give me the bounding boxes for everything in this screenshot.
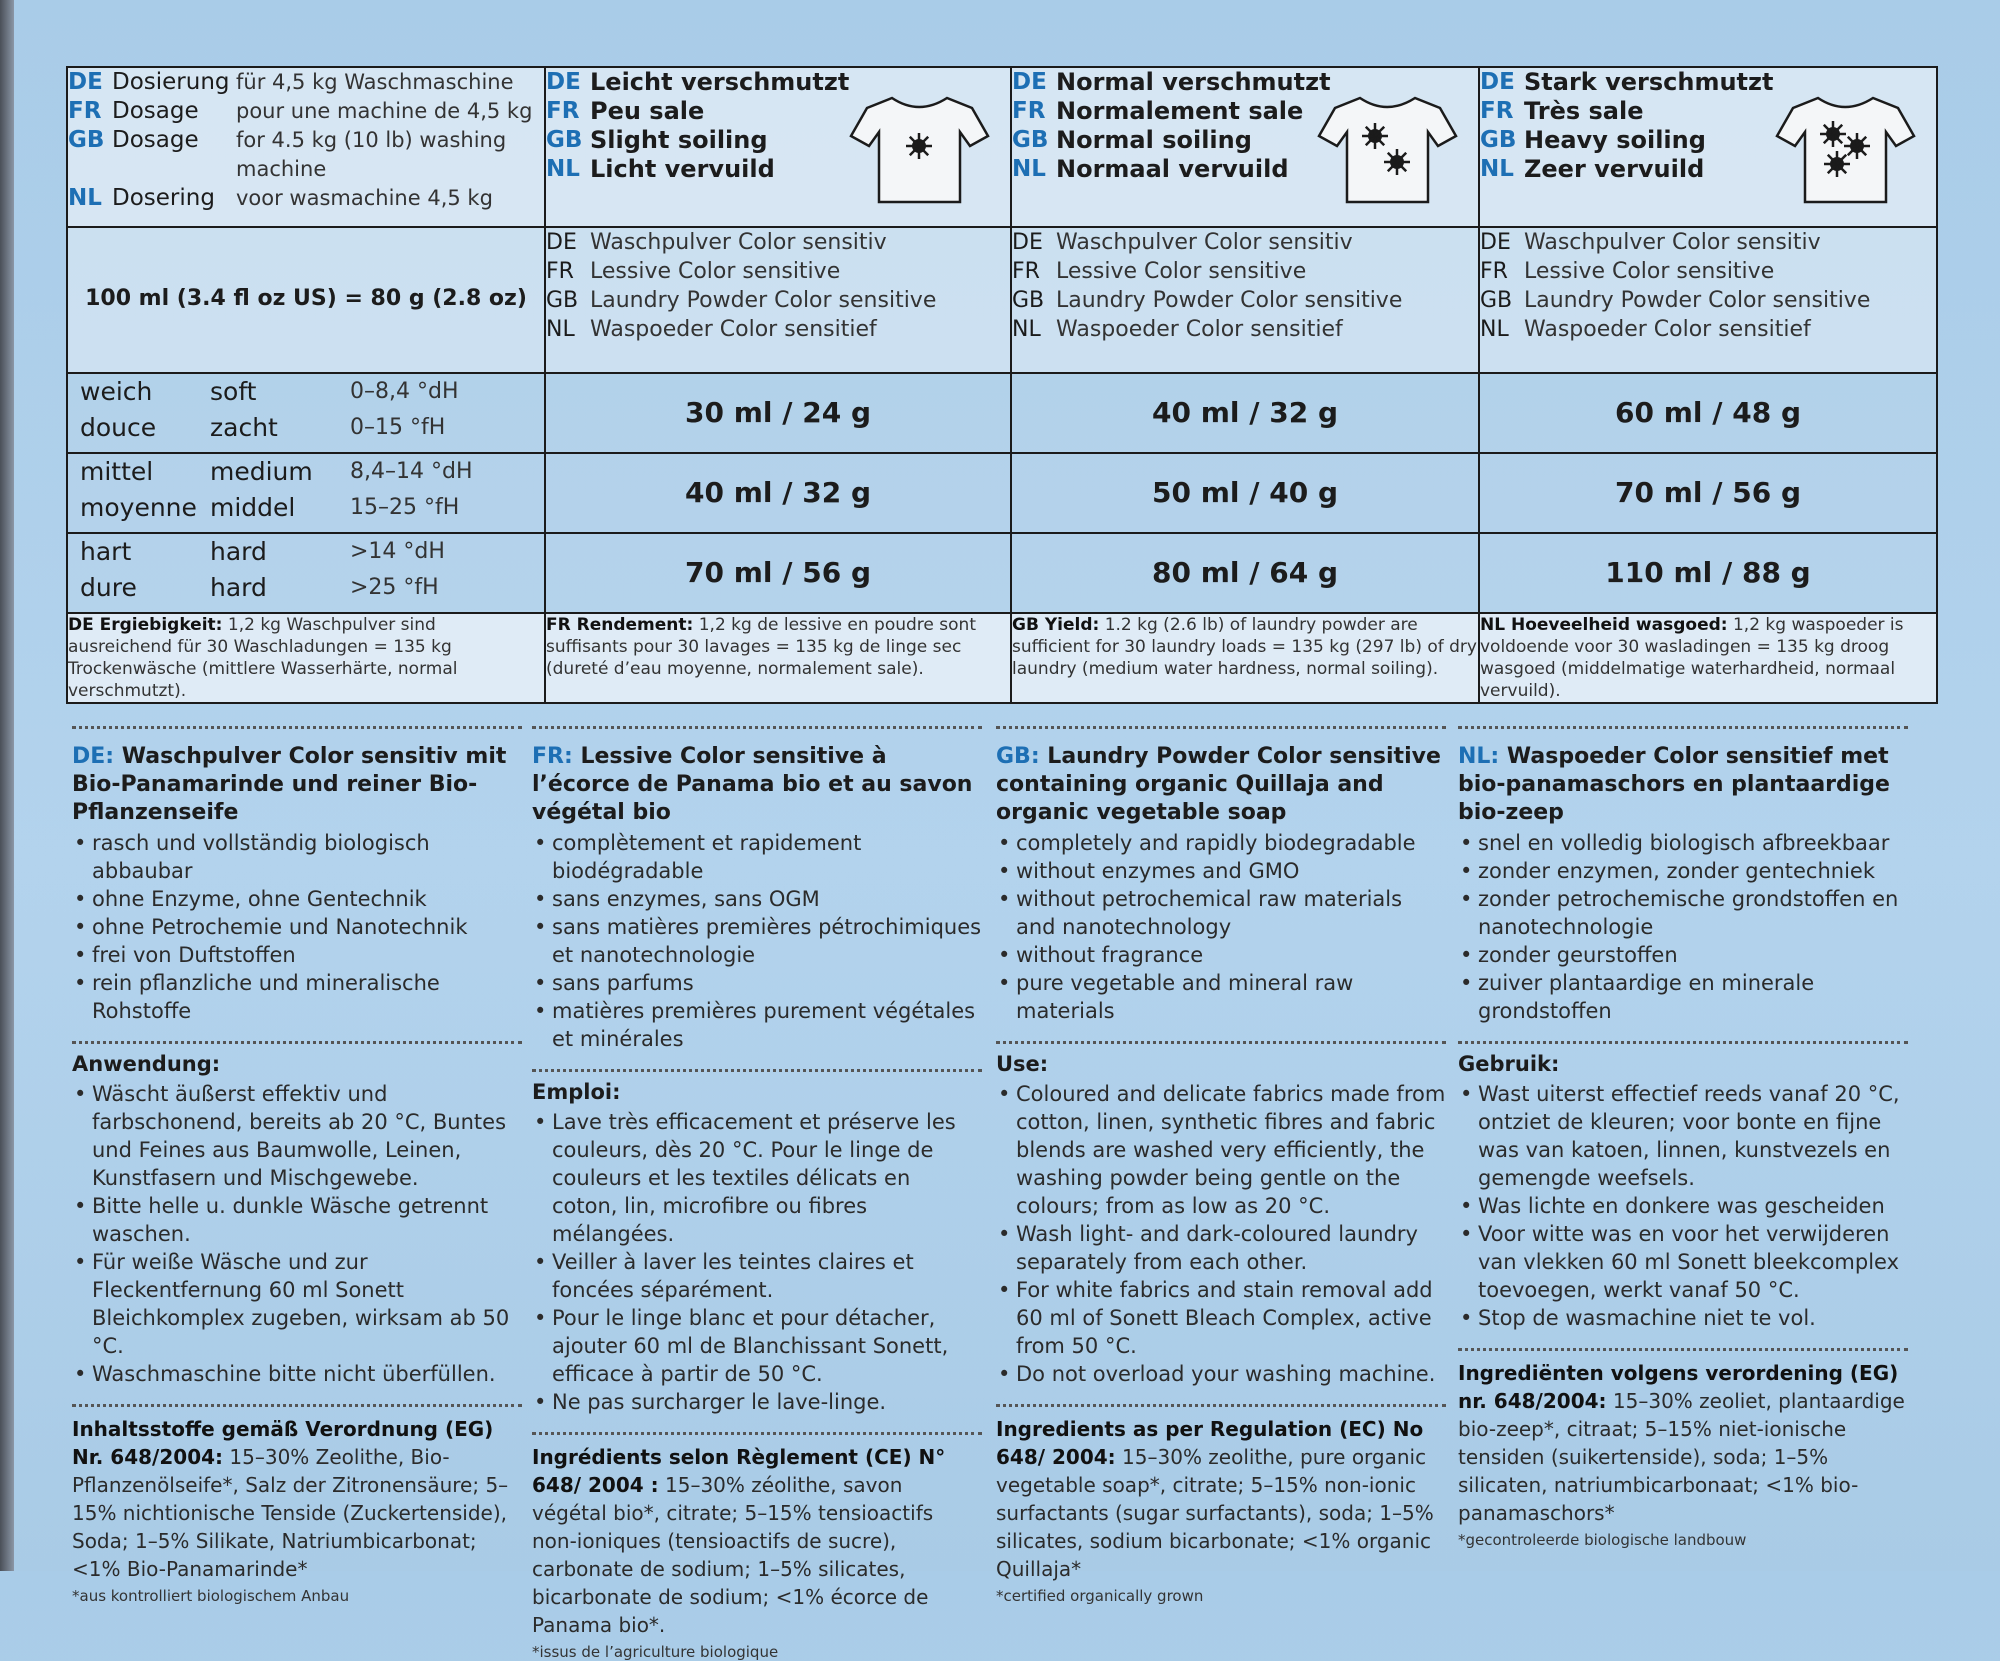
feature-item: • zonder enzymen, zonder gentechniek (1458, 857, 1908, 885)
lang-code: GB: (996, 744, 1040, 769)
dotted-divider (72, 726, 522, 729)
hardness-range: 15–25 °fH (350, 495, 460, 520)
ingredients-section (72, 1404, 522, 1605)
product-name-line (1480, 315, 1936, 344)
column-title (1458, 743, 1908, 827)
hardness-cell (67, 373, 545, 453)
hardness-term: weich (80, 377, 153, 406)
product-name-text: Waschpulver Color sensitiv (1524, 230, 1821, 255)
yield-note-gb: GB Yield: 1.2 kg (2.6 lb) of laundry powder are sufficient for 30 laundry loads = 135 kg (297 lb) of dry laundry (medium water hardness, normal soiling). (1011, 613, 1479, 703)
ingredients-list: 15–30% zeoliet, plantaardige bio-zeep*, citraat; 5–15% niet-ionische tensiden (suikertenside), soda; 1–5% silicaten, natriumbicarbonaat; <1% bio-panamaschors* (1458, 1389, 1905, 1525)
ingredients-text (1458, 1359, 1908, 1527)
dose-cell (1011, 373, 1479, 453)
feature-item: • without enzymes and GMO (996, 857, 1446, 885)
product-name-line (1480, 286, 1936, 315)
product-name-cell (545, 227, 1011, 373)
feature-item: • ohne Enzyme, ohne Gentechnik (72, 885, 522, 913)
title-text: Lessive Color sensitive à l’écorce de Panama bio et au savon végétal bio (532, 744, 973, 825)
feature-item: • without petrochemical raw materials and nanotechnology (996, 885, 1446, 941)
soiling-text: Licht vervuild (590, 155, 775, 183)
language-column-fr (532, 726, 982, 1661)
dose-cell (1011, 533, 1479, 613)
feature-item: • sans matières premières pétrochimiques et nanotechnologie (532, 913, 982, 969)
feature-item: • zonder petrochemische grondstoffen en nanotechnologie (1458, 885, 1908, 941)
product-name-text: Waspoeder Color sensitief (590, 317, 877, 342)
product-name-text: Waspoeder Color sensitief (1524, 317, 1811, 342)
product-name-line (1480, 228, 1936, 257)
lang-code: FR (546, 98, 580, 124)
usage-item: • Voor witte was en voor het verwijderen van vlekken 60 ml Sonett bleekcomplex toevoegen, werkt vanaf 50 °C. (1458, 1220, 1908, 1304)
title-text: Waspoeder Color sensitief met bio-panamaschors en plantaardige bio-zeep (1458, 744, 1890, 825)
dose-cell (1011, 453, 1479, 533)
hardness-range: 8,4–14 °dH (350, 459, 473, 484)
ingredients-label: Ingredients as per Regulation (EC) No 648/ 2004: (996, 1417, 1424, 1469)
lang-code: DE (1012, 230, 1043, 255)
feature-item: • rasch und vollständig biologisch abbaubar (72, 829, 522, 885)
usage-item: • Coloured and delicate fabrics made from cotton, linen, synthetic fibres and fabric blends are washed very efficiently, the washing powder being gentle on the colours; from as low as 20 °C. (996, 1080, 1446, 1220)
lang-code: FR (1480, 98, 1514, 124)
product-name-line (546, 286, 1010, 315)
usage-heading: Gebruik: (1458, 1052, 1560, 1076)
usage-item: • Stop de wasmachine niet te vol. (1458, 1304, 1908, 1332)
hardness-term: moyenne (80, 493, 197, 522)
lang-code: FR: (532, 744, 573, 769)
usage-list (532, 1108, 982, 1416)
hardness-term: hart (80, 537, 132, 566)
dosage-label: Dosage (112, 127, 199, 153)
hardness-range: 0–15 °fH (350, 415, 446, 440)
ingredients-list: 15–30% Zeolithe, Bio-Pflanzenölseife*, Salz der Zitronensäure; 5–15% nichtionische Tenside (Zuckertenside), Soda; 1–5% Silikate, Natriumbicarbonat; <1% Bio-Panamarinde* (72, 1445, 509, 1581)
soiling-light-cell (545, 67, 1011, 227)
dotted-divider (996, 726, 1446, 729)
title-text: Laundry Powder Color sensitive containing organic Quillaja and organic vegetable soap (996, 744, 1441, 825)
product-name-text: Lessive Color sensitive (590, 259, 841, 284)
lang-code: NL: (1458, 744, 1500, 769)
column-title (996, 743, 1446, 827)
feature-item: • sans enzymes, sans OGM (532, 885, 982, 913)
dose-value: 40 ml / 32 g (1152, 396, 1338, 429)
product-name-cell (1479, 227, 1937, 373)
lang-code: GB (1012, 127, 1049, 153)
feature-item: • zonder geurstoffen (1458, 941, 1908, 969)
organic-footnote: *gecontroleerde biologische landbouw (1458, 1531, 1747, 1549)
lang-code: FR (68, 98, 102, 124)
dotted-divider (1458, 726, 1908, 729)
dotted-divider (996, 1404, 1446, 1407)
lang-code: NL (546, 156, 580, 182)
usage-item: • Ne pas surcharger le lave-linge. (532, 1388, 982, 1416)
soiling-text: Slight soiling (590, 126, 768, 154)
soiling-text: Normal verschmutzt (1056, 68, 1331, 96)
product-name-text: Waschpulver Color sensitiv (1056, 230, 1353, 255)
feature-list (996, 829, 1446, 1025)
product-name-line (1480, 257, 1936, 286)
dose-value: 80 ml / 64 g (1152, 556, 1338, 589)
soiling-text: Heavy soiling (1524, 126, 1706, 154)
hardness-line (68, 490, 544, 526)
organic-footnote: *issus de l’agriculture biologique (532, 1643, 779, 1661)
dosage-table (66, 66, 1938, 704)
dotted-divider (1458, 1041, 1908, 1044)
feature-item: • complètement et rapidement biodégradable (532, 829, 982, 885)
hardness-term: hard (210, 537, 267, 566)
usage-list (72, 1080, 522, 1388)
lang-code: DE (546, 230, 577, 255)
dotted-divider (532, 1069, 982, 1072)
usage-heading: Use: (996, 1052, 1049, 1076)
hardness-term: soft (210, 377, 257, 406)
feature-item: • snel en volledig biologisch afbreekbaar (1458, 829, 1908, 857)
dose-value: 60 ml / 48 g (1615, 396, 1801, 429)
feature-item: • matières premières purement végétales et minérales (532, 997, 982, 1053)
feature-list (532, 829, 982, 1053)
dotted-divider (532, 1432, 982, 1435)
lang-code: NL (1480, 317, 1509, 342)
dose-cell (1479, 453, 1937, 533)
dose-value: 70 ml / 56 g (685, 556, 871, 589)
lang-code: NL (68, 185, 102, 211)
usage-section (532, 1069, 982, 1416)
dose-value: 30 ml / 24 g (685, 396, 871, 429)
lang-code: FR (546, 259, 574, 284)
usage-section (996, 1041, 1446, 1388)
soiling-text: Normaal vervuild (1056, 155, 1289, 183)
feature-list (1458, 829, 1908, 1025)
dosage-line (68, 97, 544, 126)
dose-cell (545, 453, 1011, 533)
usage-section (1458, 1041, 1908, 1332)
product-name-text: Waschpulver Color sensitiv (590, 230, 887, 255)
yield-note-de: DE Ergiebigkeit: 1,2 kg Waschpulver sind ausreichend für 30 Waschladungen = 135 kg Trockenwäsche (mittlere Wasserhärte, normal verschmutzt). (67, 613, 545, 703)
lang-code: GB (1480, 288, 1513, 313)
dosage-line (68, 68, 544, 97)
column-title (532, 743, 982, 827)
hardness-term: hard (210, 573, 267, 602)
product-name-line (1012, 228, 1478, 257)
hardness-line (68, 534, 544, 570)
usage-list (1458, 1080, 1908, 1332)
hardness-range: 0–8,4 °dH (350, 379, 459, 404)
lang-code: GB (1012, 288, 1045, 313)
tshirt-three-stains-icon (1773, 86, 1918, 206)
dosage-value: pour une machine de 4,5 kg (236, 99, 533, 123)
usage-item: • Was lichte en donkere was gescheiden (1458, 1192, 1908, 1220)
dose-cell (545, 373, 1011, 453)
title-text: Waschpulver Color sensitiv mit Bio-Panamarinde und reiner Bio-Pflanzenseife (72, 744, 507, 825)
usage-list (996, 1080, 1446, 1388)
feature-item: • ohne Petrochemie und Nanotechnik (72, 913, 522, 941)
feature-item: • sans parfums (532, 969, 982, 997)
feature-item: • pure vegetable and mineral raw materials (996, 969, 1446, 1025)
feature-item: • frei von Duftstoffen (72, 941, 522, 969)
dose-value: 110 ml / 88 g (1605, 556, 1811, 589)
product-name-text: Laundry Powder Color sensitive (1056, 288, 1403, 313)
hardness-cell (67, 453, 545, 533)
lang-code: DE (1012, 69, 1047, 95)
soiling-text: Leicht verschmutzt (590, 68, 850, 96)
dosage-label: Dosage (112, 98, 199, 124)
dosage-header-cell (67, 67, 545, 227)
tshirt-one-stain-icon (847, 86, 992, 206)
feature-item: • rein pflanzliche und mineralische Rohstoffe (72, 969, 522, 1025)
usage-item: • Do not overload your washing machine. (996, 1360, 1446, 1388)
lang-code: GB (546, 127, 583, 153)
language-column-gb (996, 726, 1446, 1605)
product-name-text: Lessive Color sensitive (1524, 259, 1775, 284)
hardness-row-medium (67, 453, 1937, 533)
usage-item: • Für weiße Wäsche und zur Fleckentfernung 60 ml Sonett Bleichkomplex zugeben, wirksam ab 50 °C. (72, 1248, 522, 1360)
usage-heading: Anwendung: (72, 1052, 221, 1076)
lang-code: NL (1480, 156, 1514, 182)
hardness-line (68, 570, 544, 606)
tshirt-two-stains-icon (1315, 86, 1460, 206)
hardness-range: >25 °fH (350, 575, 439, 600)
lang-code: FR (1012, 98, 1046, 124)
lang-code: GB (546, 288, 579, 313)
dotted-divider (72, 1041, 522, 1044)
usage-item: • Lave très efficacement et préserve les couleurs, dès 20 °C. Pour le linge de couleurs et les textiles délicats en coton, lin, microfibre ou fibres mélangées. (532, 1108, 982, 1248)
lang-code: NL (1012, 156, 1046, 182)
hardness-cell (67, 533, 545, 613)
dose-cell (1479, 373, 1937, 453)
yield-note-fr: FR Rendement: 1,2 kg de lessive en poudre sont suffisants pour 30 lavages = 135 kg de linge sec (dureté d’eau moyenne, normalement sale). (545, 613, 1011, 703)
lang-code: GB (68, 127, 105, 153)
hardness-term: medium (210, 457, 313, 486)
lang-code: DE (68, 69, 103, 95)
usage-item: • For white fabrics and stain removal add 60 ml of Sonett Bleach Complex, active from 50 °C. (996, 1276, 1446, 1360)
ingredients-text (72, 1415, 522, 1583)
hardness-line (68, 454, 544, 490)
soiling-text: Normalement sale (1056, 97, 1304, 125)
usage-item: • Veiller à laver les teintes claires et foncées séparément. (532, 1248, 982, 1304)
dotted-divider (532, 726, 982, 729)
dose-value: 70 ml / 56 g (1615, 476, 1801, 509)
lang-code: DE: (72, 744, 115, 769)
conversion-text: 100 ml (3.4 fl oz US) = 80 g (2.8 oz) (85, 286, 527, 311)
usage-item: • Waschmaschine bitte nicht überfüllen. (72, 1360, 522, 1388)
lang-code: DE (1480, 230, 1511, 255)
dosage-label: Dosering (112, 185, 215, 211)
language-column-nl (1458, 726, 1908, 1549)
organic-footnote: *certified organically grown (996, 1587, 1204, 1605)
ingredients-text (532, 1443, 982, 1639)
product-name-text: Waspoeder Color sensitief (1056, 317, 1343, 342)
product-name-line (546, 315, 1010, 344)
product-name-line (546, 228, 1010, 257)
hardness-term: douce (80, 413, 157, 442)
hardness-term: zacht (210, 413, 278, 442)
product-name-line (546, 257, 1010, 286)
lang-code: FR (1480, 259, 1508, 284)
dosage-label: Dosierung (112, 69, 230, 95)
lang-code: DE (546, 69, 581, 95)
usage-section (72, 1041, 522, 1388)
product-name-text: Laundry Powder Color sensitive (590, 288, 937, 313)
dosage-line (68, 126, 544, 184)
lang-code: DE (1480, 69, 1515, 95)
hardness-term: mittel (80, 457, 154, 486)
usage-item: • Wäscht äußerst effektiv und farbschonend, bereits ab 20 °C, Buntes und Feines aus Baumwolle, Leinen, Kunstfasern und Mischgewebe. (72, 1080, 522, 1192)
column-title (72, 743, 522, 827)
ingredients-section (1458, 1348, 1908, 1549)
soiling-text: Normal soiling (1056, 126, 1252, 154)
hardness-row-soft (67, 373, 1937, 453)
dose-cell (545, 533, 1011, 613)
organic-footnote: *aus kontrolliert biologischem Anbau (72, 1587, 350, 1605)
dosage-value: for 4.5 kg (10 lb) washing machine (236, 128, 507, 181)
ingredients-label: Ingrédients selon Règlement (CE) N° 648/ 2004 : (532, 1445, 946, 1497)
lang-code: NL (1012, 317, 1041, 342)
soiling-text: Très sale (1524, 97, 1644, 125)
ingredients-section (996, 1404, 1446, 1605)
dosage-line (68, 184, 544, 213)
soiling-heavy-cell (1479, 67, 1937, 227)
dose-value: 50 ml / 40 g (1152, 476, 1338, 509)
hardness-row-hard (67, 533, 1937, 613)
hardness-term: dure (80, 573, 137, 602)
product-name-line (1012, 286, 1478, 315)
lang-code: FR (1012, 259, 1040, 284)
soiling-text: Stark verschmutzt (1524, 68, 1774, 96)
product-name-text: Lessive Color sensitive (1056, 259, 1307, 284)
language-column-de (72, 726, 522, 1605)
dosage-value: für 4,5 kg Waschmaschine (236, 70, 514, 94)
feature-item: • completely and rapidly biodegradable (996, 829, 1446, 857)
hardness-line (68, 374, 544, 410)
usage-item: • Wash light- and dark-coloured laundry separately from each other. (996, 1220, 1446, 1276)
box-edge (0, 0, 14, 1571)
feature-item: • without fragrance (996, 941, 1446, 969)
usage-item: • Pour le linge blanc et pour détacher, ajouter 60 ml de Blanchissant Sonett, efficace à partir de 50 °C. (532, 1304, 982, 1388)
dose-cell (1479, 533, 1937, 613)
dotted-divider (1458, 1348, 1908, 1351)
hardness-term: middel (210, 493, 296, 522)
ingredients-label: Ingrediënten volgens verordening (EG) nr. 648/2004: (1458, 1361, 1899, 1413)
hardness-line (68, 410, 544, 446)
soiling-text: Zeer vervuild (1524, 155, 1705, 183)
dotted-divider (72, 1404, 522, 1407)
yield-note-nl: NL Hoeveelheid wasgoed: 1,2 kg waspoeder is voldoende voor 30 wasladingen = 135 kg droog wasgoed (middelmatige waterhardheid, normaal vervuild). (1479, 613, 1937, 703)
dosage-value: voor wasmachine 4,5 kg (236, 186, 493, 210)
feature-item: • zuiver plantaardige en minerale grondstoffen (1458, 969, 1908, 1025)
product-name-line (1012, 257, 1478, 286)
ingredients-list: 15–30% zéolithe, savon végétal bio*, citrate; 5–15% tensioactifs non-ioniques (tensioactifs de sucre), carbonate de sodium; 1–5% silicates, bicarbonate de sodium; <1% écorce de Panama bio*. (532, 1473, 934, 1637)
soiling-text: Peu sale (590, 97, 705, 125)
lang-code: NL (546, 317, 575, 342)
usage-item: • Wast uiterst effectief reeds vanaf 20 °C, ontziet de kleuren; voor bonte en fijne was van katoen, linnen, kunstvezels en gemengde weefsels. (1458, 1080, 1908, 1192)
usage-item: • Bitte helle u. dunkle Wäsche getrennt waschen. (72, 1192, 522, 1248)
ingredients-list: 15–30% zeolithe, pure organic vegetable soap*, citrate; 5–15% non-ionic surfactants (sugar surfactants), soda; 1–5% silicates, sodium bicarbonate; <1% organic Quillaja* (996, 1445, 1434, 1581)
ingredients-label: Inhaltsstoffe gemäß Verordnung (EG) Nr. 648/2004: (72, 1417, 494, 1469)
dose-value: 40 ml / 32 g (685, 476, 871, 509)
soiling-normal-cell (1011, 67, 1479, 227)
product-name-line (1012, 315, 1478, 344)
product-name-cell (1011, 227, 1479, 373)
dotted-divider (996, 1041, 1446, 1044)
conversion-cell (67, 227, 545, 373)
feature-list (72, 829, 522, 1025)
usage-heading: Emploi: (532, 1080, 621, 1104)
ingredients-section (532, 1432, 982, 1661)
product-name-text: Laundry Powder Color sensitive (1524, 288, 1871, 313)
lang-code: GB (1480, 127, 1517, 153)
hardness-range: >14 °dH (350, 539, 445, 564)
ingredients-text (996, 1415, 1446, 1583)
